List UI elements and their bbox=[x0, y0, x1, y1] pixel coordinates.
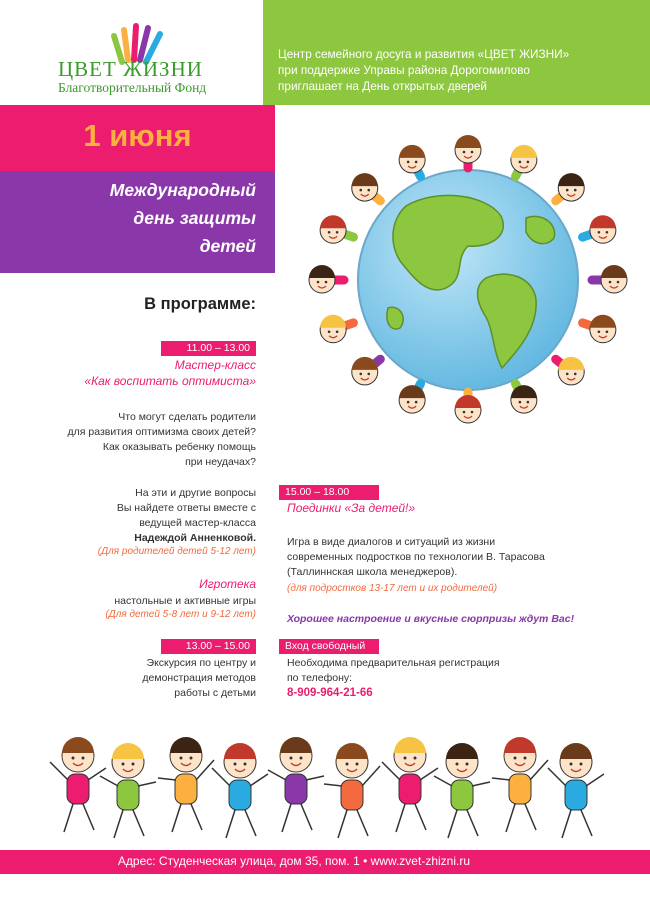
header-line: приглашает на День открытых дверей bbox=[278, 79, 487, 93]
dancing-child bbox=[324, 743, 380, 838]
dancing-child bbox=[158, 737, 214, 832]
child-figure bbox=[511, 145, 537, 177]
host-name: Надеждой Анненковой. bbox=[134, 532, 256, 544]
block1-questions bbox=[0, 410, 256, 470]
header-line: Центр семейного досуга и развития «ЦВЕТ ЖИЗНИ» bbox=[278, 47, 570, 61]
event-title-line: детей bbox=[199, 236, 256, 256]
text-line: ведущей мастер-класса bbox=[139, 517, 256, 529]
toy-library-text: настольные и активные игры bbox=[114, 595, 256, 607]
text-line: демонстрация методов bbox=[142, 672, 256, 684]
dancing-child bbox=[268, 737, 324, 832]
child-figure bbox=[352, 357, 381, 385]
toy-library-title: Игротека bbox=[199, 577, 256, 591]
text-line: работы с детьми bbox=[174, 687, 256, 699]
time-tag: 15.00 – 18.00 bbox=[279, 485, 379, 500]
text-line: Необходима предварительная регистрация bbox=[287, 657, 500, 669]
slogan: Хорошее настроение и вкусные сюрпризы ждут Вас! bbox=[287, 613, 575, 625]
block1-answers bbox=[0, 486, 256, 546]
dancing-children-illustration bbox=[0, 728, 650, 846]
text-line: Игра в виде диалогов и ситуаций из жизни bbox=[287, 536, 496, 548]
time-tag: 13.00 – 15.00 bbox=[161, 639, 256, 654]
entry-description bbox=[287, 656, 500, 686]
block1-title: Мастер-класс bbox=[174, 358, 256, 372]
child-figure bbox=[320, 315, 353, 343]
child-figure bbox=[455, 392, 481, 423]
child-figure bbox=[583, 315, 616, 343]
text-line: для развития оптимизма своих детей? bbox=[67, 426, 256, 438]
text-line: На эти и другие вопросы bbox=[135, 487, 256, 499]
dancing-child bbox=[382, 737, 438, 832]
child-figure bbox=[556, 173, 585, 201]
globe-with-children-illustration bbox=[296, 128, 646, 438]
text-line: (Таллиннская школа менеджеров). bbox=[287, 566, 458, 578]
time-tag: 11.00 – 13.00 bbox=[161, 341, 256, 356]
text-line: Как оказывать ребенку помощь bbox=[102, 441, 256, 453]
child-figure bbox=[556, 357, 585, 385]
child-figure bbox=[583, 215, 616, 243]
dancing-child bbox=[434, 743, 490, 838]
child-figure bbox=[352, 173, 381, 201]
footer-address: Адрес: Студенческая улица, дом 35, пом. 1 • www.zvet-zhizni.ru bbox=[117, 854, 470, 868]
dancing-child bbox=[212, 743, 268, 838]
text-line: по телефону: bbox=[287, 672, 353, 684]
event-title-line: Международный bbox=[109, 180, 256, 200]
phone-number: 8-909-964-21-66 bbox=[287, 687, 373, 699]
child-figure bbox=[511, 383, 537, 413]
event-title bbox=[0, 176, 256, 260]
logo-subtitle: Благотворительный Фонд bbox=[58, 80, 207, 95]
header-text bbox=[278, 46, 569, 94]
child-figure bbox=[399, 145, 425, 177]
block1-audience: (Для родителей детей 5-12 лет) bbox=[97, 546, 256, 557]
header-line: при поддержке Управы района Дорогомилово bbox=[278, 63, 530, 77]
dancing-child bbox=[50, 737, 106, 832]
text-line: Вы найдете ответы вместе с bbox=[116, 502, 256, 514]
toy-library-audience: (Для детей 5-8 лет и 9-12 лет) bbox=[105, 609, 256, 620]
text-line: Экскурсия по центру и bbox=[146, 657, 256, 669]
block1-subtitle: «Как воспитать оптимиста» bbox=[84, 374, 256, 388]
entry-tag: Вход свободный bbox=[279, 639, 379, 654]
dancing-child bbox=[548, 743, 604, 838]
child-figure bbox=[592, 265, 627, 293]
dancing-child bbox=[492, 737, 548, 832]
program-title: В программе: bbox=[144, 295, 256, 313]
block2-title: Поединки «За детей!» bbox=[287, 501, 416, 515]
child-figure bbox=[399, 383, 425, 413]
event-title-line: день защиты bbox=[133, 208, 256, 228]
text-line: при неудачах? bbox=[185, 456, 256, 468]
child-figure bbox=[320, 215, 353, 243]
block2-description bbox=[287, 535, 545, 580]
child-figure bbox=[455, 135, 481, 168]
text-line: современных подростков по технологии В. Тарасова bbox=[287, 551, 545, 563]
child-figure bbox=[309, 265, 344, 293]
dancing-child bbox=[100, 743, 156, 838]
logo-name: ЦВЕТ ЖИЗНИ bbox=[58, 57, 203, 81]
block2-audience: (для подростков 13-17 лет и их родителей) bbox=[287, 583, 498, 594]
text-line: Что могут сделать родители bbox=[118, 411, 256, 423]
event-date: 1 июня bbox=[83, 118, 192, 153]
block3-description bbox=[0, 656, 256, 701]
